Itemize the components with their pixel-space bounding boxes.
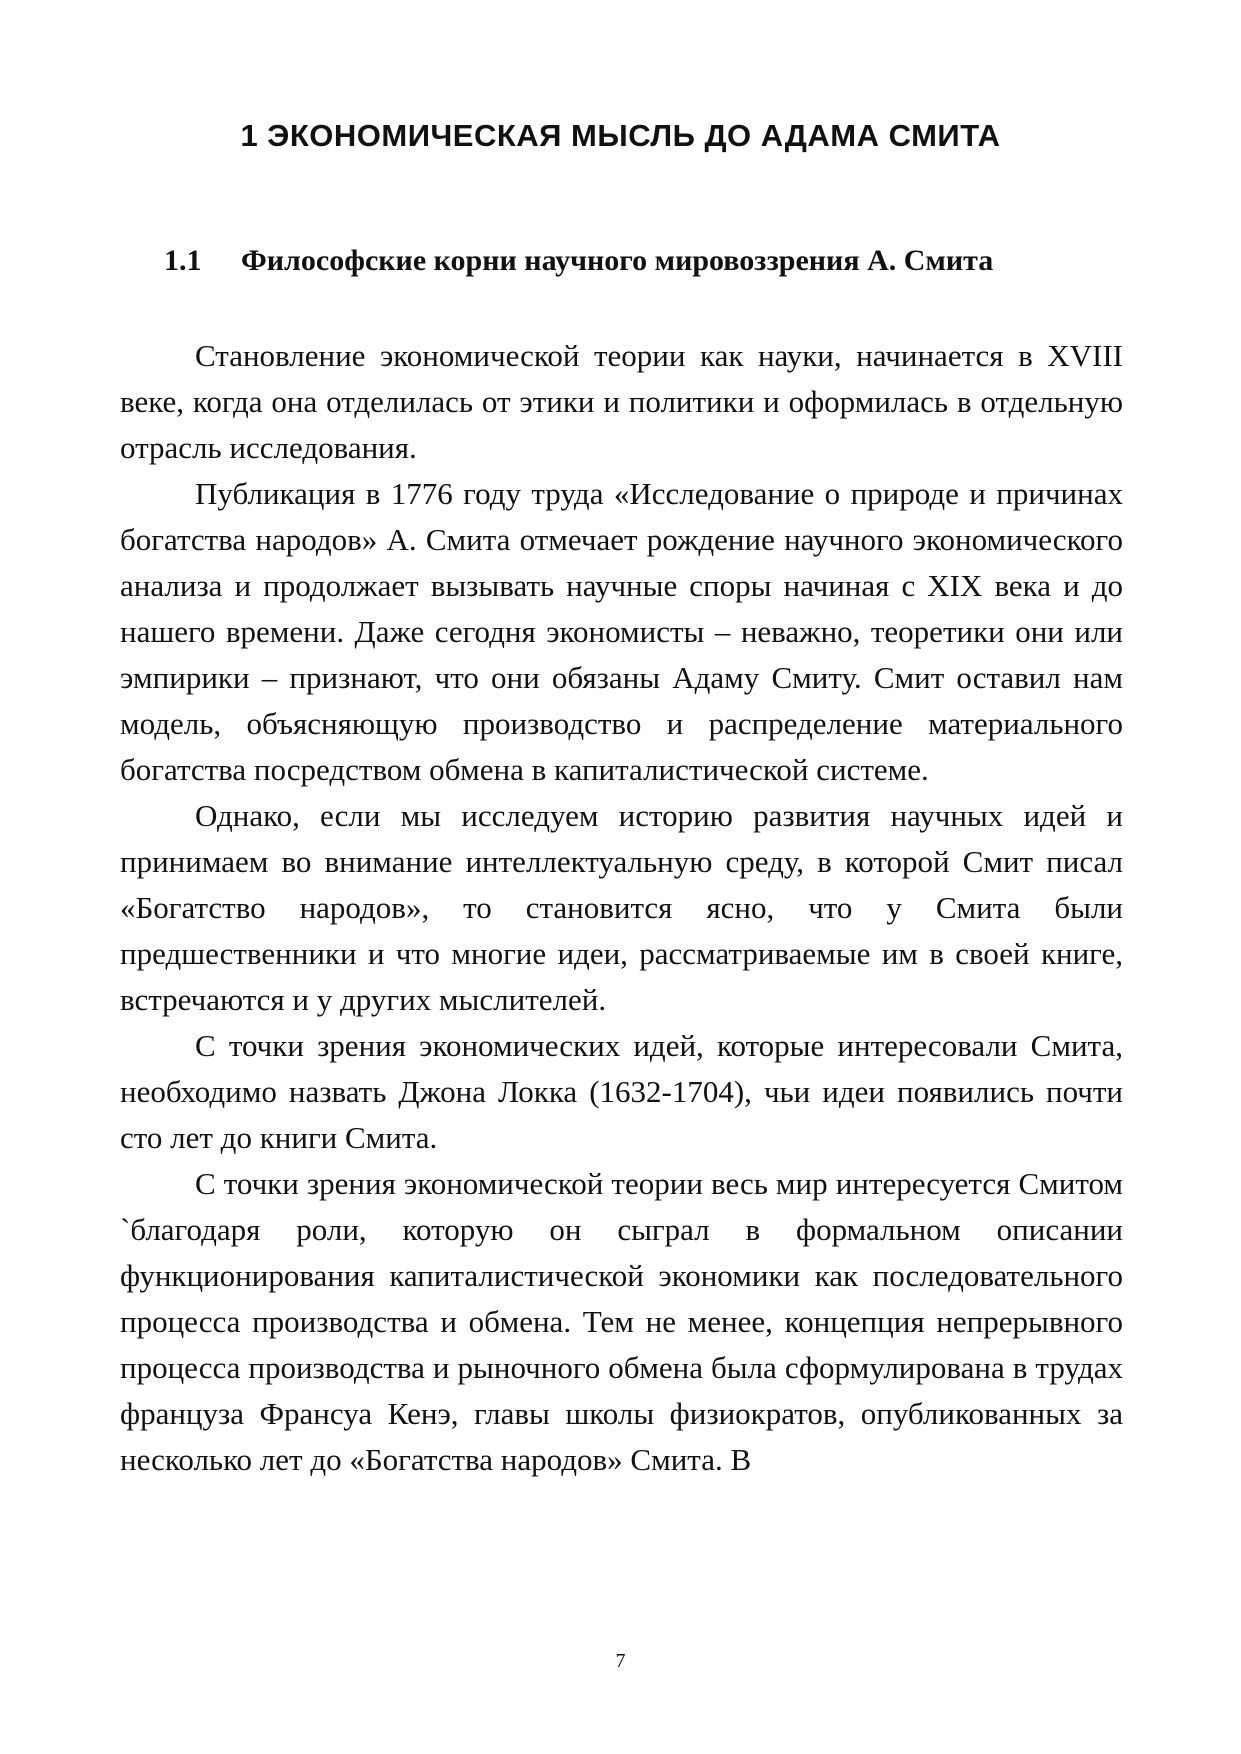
section-number: 1.1 [164,244,202,277]
body-text [120,333,1123,1483]
paragraph: Однако, если мы исследуем историю развития научных идей и принимаем во внимание интеллектуальную среду, в которой Смит писал «Богатство народов», то становится ясно, что у Смита были предшественники и что многие идеи, рассматриваемые им в своей книге, встречаются и у других мыслителей. [120,798,1123,1017]
paragraph: Публикация в 1776 году труда «Исследование о природе и причинах богатства народов» А. Смита отмечает рождение научного экономического анализа и продолжает вызывать научные споры начиная с XIX века и до нашего времени. Даже сегодня экономисты – неважно, теоретики они или эмпирики – признают, что они обязаны Адаму Смиту. Смит оставил нам модель, объясняющую производство и распределение материального богатства посредством обмена в капиталистической системе. [120,476,1123,787]
page-number: 7 [615,1650,626,1672]
paragraph: Становление экономической теории как науки, начинается в XVIII веке, когда она отделилась от этики и политики и оформилась в отдельную отрасль исследования. [120,338,1123,465]
section-title: Философские корни научного мировоззрения А. Смита [241,244,994,277]
chapter-title: 1 ЭКОНОМИЧЕСКАЯ МЫСЛЬ ДО АДАМА СМИТА [240,118,1001,153]
section-heading [164,244,1124,278]
paragraph: С точки зрения экономической теории весь мир интересуется Смитом `благодаря роли, которую он сыграл в формальном описании функционирования капиталистической экономики как последовательного процесса производства и обмена. Тем не менее, концепция непрерывного процесса производства и рыночного обмена была сформулирована в трудах француза Франсуа Кенэ, главы школы физиократов, опубликованных за несколько лет до «Богатства народов» Смита. В [120,1166,1123,1477]
paragraph: С точки зрения экономических идей, которые интересовали Смита, необходимо назвать Джона Локка (1632-1704), чьи идеи появились почти сто лет до книги Смита. [120,1028,1123,1155]
